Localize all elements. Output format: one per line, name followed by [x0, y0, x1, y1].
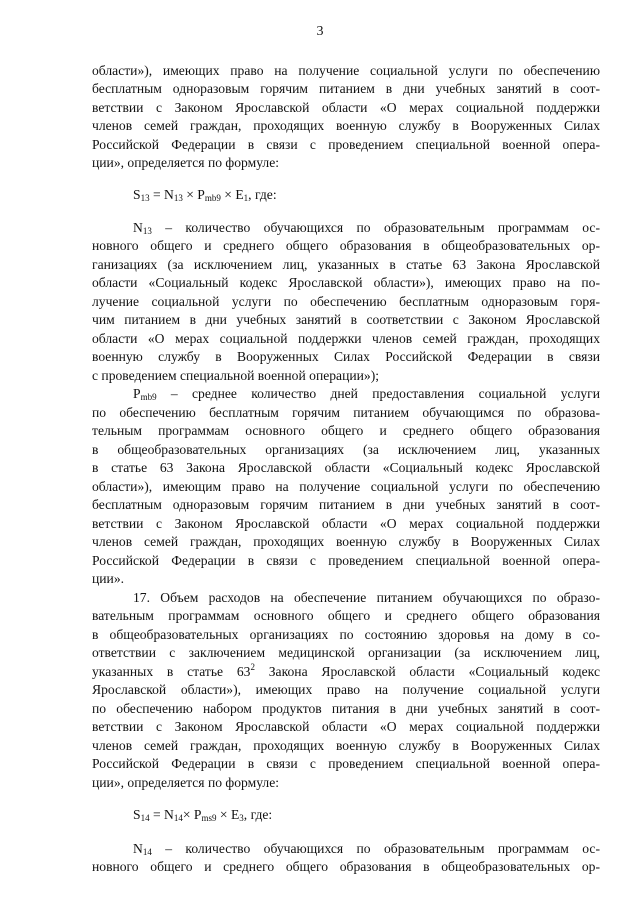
text-line: в общеобразовательных организациях (за исключением лиц, указанных	[92, 442, 600, 457]
text-line: вательным программам основного общего и среднего общего образования	[92, 608, 600, 623]
text-line: области»), имеющим право на получение социальной услуги по обеспечению	[92, 479, 600, 494]
text-line: области «О мерах социальной поддержки членов семей граждан, проходящих	[92, 331, 600, 346]
text-line: бесплатным одноразовым горячим питанием в дни учебных занятий в соот-	[92, 81, 600, 96]
definition-n13: $N_{13}$ – количество обучающихся по образовательным программам ос-	[133, 220, 600, 236]
definition-pmb9: $P_{mb9}$ – среднее количество дней предоставления социальной услуги	[133, 386, 600, 402]
text-line: членов семей граждан, проходящих военную службу в Вооруженных Силах	[92, 534, 600, 549]
text-line: 17. Объем расходов на обеспечение питанием обучающихся по образо-	[133, 590, 600, 605]
text-line: членов семей граждан, проходящих военную службу в Вооруженных Силах	[92, 738, 600, 753]
text-line: бесплатным одноразовым горячим питанием в дни учебных занятий в соот-	[92, 497, 600, 512]
text-line-with-superscript: указанных в статье $63^2$ Закона Ярославской области «Социальный кодекс	[92, 662, 600, 679]
formula-s13: $S_{13} = N_{13} \times P_{mb9} \times E_1$, где:	[133, 187, 277, 203]
text-line: Российской Федерации в связи с проведением специальной военной опера-	[92, 553, 600, 568]
text-line: по обеспечению бесплатным горячим питанием обучающимся по образова-	[92, 405, 600, 420]
text-line: области»), имеющих право на получение социальной услуги по обеспечению	[92, 63, 600, 78]
formula-s14: $S_{14} = N_{14}\times P_{ms9} \times E_3$, где:	[133, 807, 273, 823]
text-line: ции», определяется по формуле:	[92, 775, 280, 790]
text-line: ганизациях (за исключением лиц, указанных в статье 63 Закона Ярославской	[92, 257, 600, 272]
text-line: в статье 63 Закона Ярославской области «Социальный кодекс Ярославской	[92, 460, 600, 475]
text-line: ции», определяется по формуле:	[92, 155, 280, 170]
text-line: ветствии с Законом Ярославской области «О мерах социальной поддержки	[92, 516, 600, 531]
text-line: лучение социальной услуги по обеспечению бесплатным одноразовым горя-	[92, 294, 600, 309]
text-line: чим питанием в дни учебных занятий в соответствии с Законом Ярославской	[92, 312, 600, 327]
text-line: тельным программам основного общего и среднего общего образования	[92, 423, 600, 438]
text-line: новного общего и среднего общего образования в общеобразовательных ор-	[92, 238, 600, 253]
text-line: в общеобразовательных организациях по состоянию здоровья на дому в со-	[92, 627, 600, 642]
text-line: Ярославской области»), имеющих право на получение социальной услуги	[92, 682, 600, 697]
text-line: Российской Федерации в связи с проведением специальной военной опера-	[92, 137, 600, 152]
text-line: новного общего и среднего общего образования в общеобразовательных ор-	[92, 859, 600, 874]
text-line: с проведением специальной военной операции»);	[92, 368, 380, 383]
text-line: ветствии с Законом Ярославской области «О мерах социальной поддержки	[92, 719, 600, 734]
text-line: членов семей граждан, проходящих военную службу в Вооруженных Силах	[92, 118, 600, 133]
text-line: ции».	[92, 571, 125, 586]
text-line: военную службу в Вооруженных Силах Российской Федерации в связи	[92, 349, 600, 364]
definition-n14: $N_{14}$ – количество обучающихся по образовательным программам ос-	[133, 841, 600, 857]
text-line: по обеспечению набором продуктов питания в дни учебных занятий в соот-	[92, 701, 600, 716]
text-line: ответствии с заключением медицинской организации (за исключением лиц,	[92, 645, 600, 660]
text-line: Российской Федерации в связи с проведением специальной военной опера-	[92, 756, 600, 771]
text-line: области «Социальный кодекс Ярославской области»), имеющих право на по-	[92, 275, 600, 290]
text-line: ветствии с Законом Ярославской области «О мерах социальной поддержки	[92, 100, 600, 115]
page-number: 3	[316, 24, 324, 39]
